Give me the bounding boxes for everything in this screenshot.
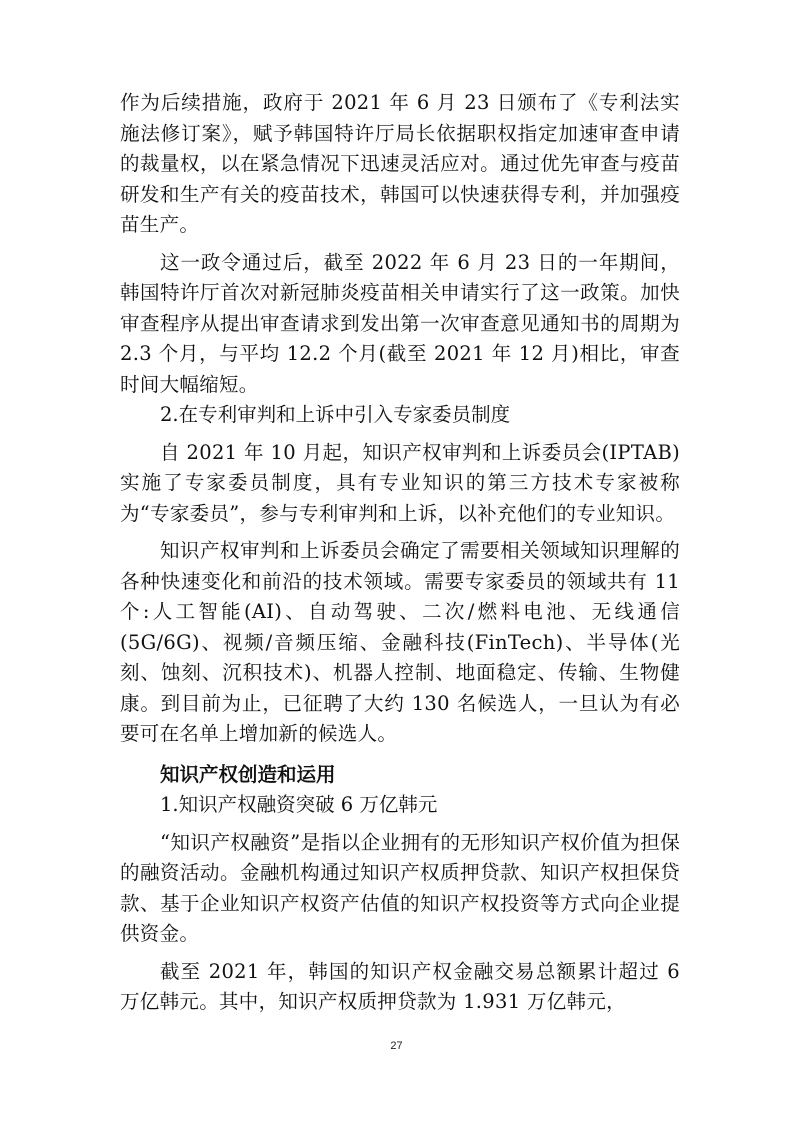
subheading-ip-financing: 1.知识产权融资突破 6 万亿韩元 xyxy=(160,793,438,816)
paragraph-ip-financing-definition: “知识产权融资”是指以企业拥有的无形知识产权价值为担保的融资活动。金融机构通过知识产权质押贷款、知识产权担保贷款、基于企业知识产权资产估值的知识产权投资等方式向企业提供资金。 xyxy=(120,830,680,945)
paragraph-ip-financing-total: 截至 2021 年，韩国的知识产权金融交易总额累计超过 6 万亿韩元。其中，知识产权质押贷款为 1.931 万亿韩元， xyxy=(120,959,680,1013)
page-number: 27 xyxy=(390,1040,403,1052)
paragraph-decree-results: 这一政令通过后，截至 2022 年 6 月 23 日的一年期间，韩国特许厅首次对新冠肺炎疫苗相关申请实行了这一政策。加快审查程序从提出审查请求到发出第一次审查意见通知书的周期为 2.3 个月，与平均 12.2 个月(截至 2021 年 12 月)相比，审查时间大幅缩短。 xyxy=(120,250,680,396)
paragraph-technical-fields: 知识产权审判和上诉委员会确定了需要相关领域知识理解的各种快速变化和前沿的技术领域。需要专家委员的领域共有 11 个:人工智能(AI)、自动驾驶、二次/燃料电池、无线通信(5G/6G)、视频/音频压缩、金融科技(FinTech)、半导体(光刻、蚀刻、沉积技术)、机器人控制、地面稳定、传输、生物健康。到目前为止，已征聘了大约 130 名候选人，一旦认为有必要可在名单上增加新的候选人。 xyxy=(120,539,680,745)
subheading-expert-committee: 2.在专利审判和上诉中引入专家委员制度 xyxy=(160,403,511,426)
section-heading-ip-creation: 知识产权创造和运用 xyxy=(160,762,336,786)
paragraph-iptab-expert-system: 自 2021 年 10 月起，知识产权审判和上诉委员会(IPTAB)实施了专家委员制度，具有专业知识的第三方技术专家被称为“专家委员”，参与专利审判和上诉，以补充他们的专业知识。 xyxy=(120,440,680,525)
paragraph-follow-up-measures: 作为后续措施，政府于 2021 年 6 月 23 日颁布了《专利法实施法修订案》，赋予韩国特许厅局长依据职权指定加速审查申请的裁量权，以在紧急情况下迅速灵活应对。通过优先审查与疫苗研发和生产有关的疫苗技术，韩国可以快速获得专利，并加强疫苗生产。 xyxy=(120,91,680,236)
document-body xyxy=(120,88,680,1018)
